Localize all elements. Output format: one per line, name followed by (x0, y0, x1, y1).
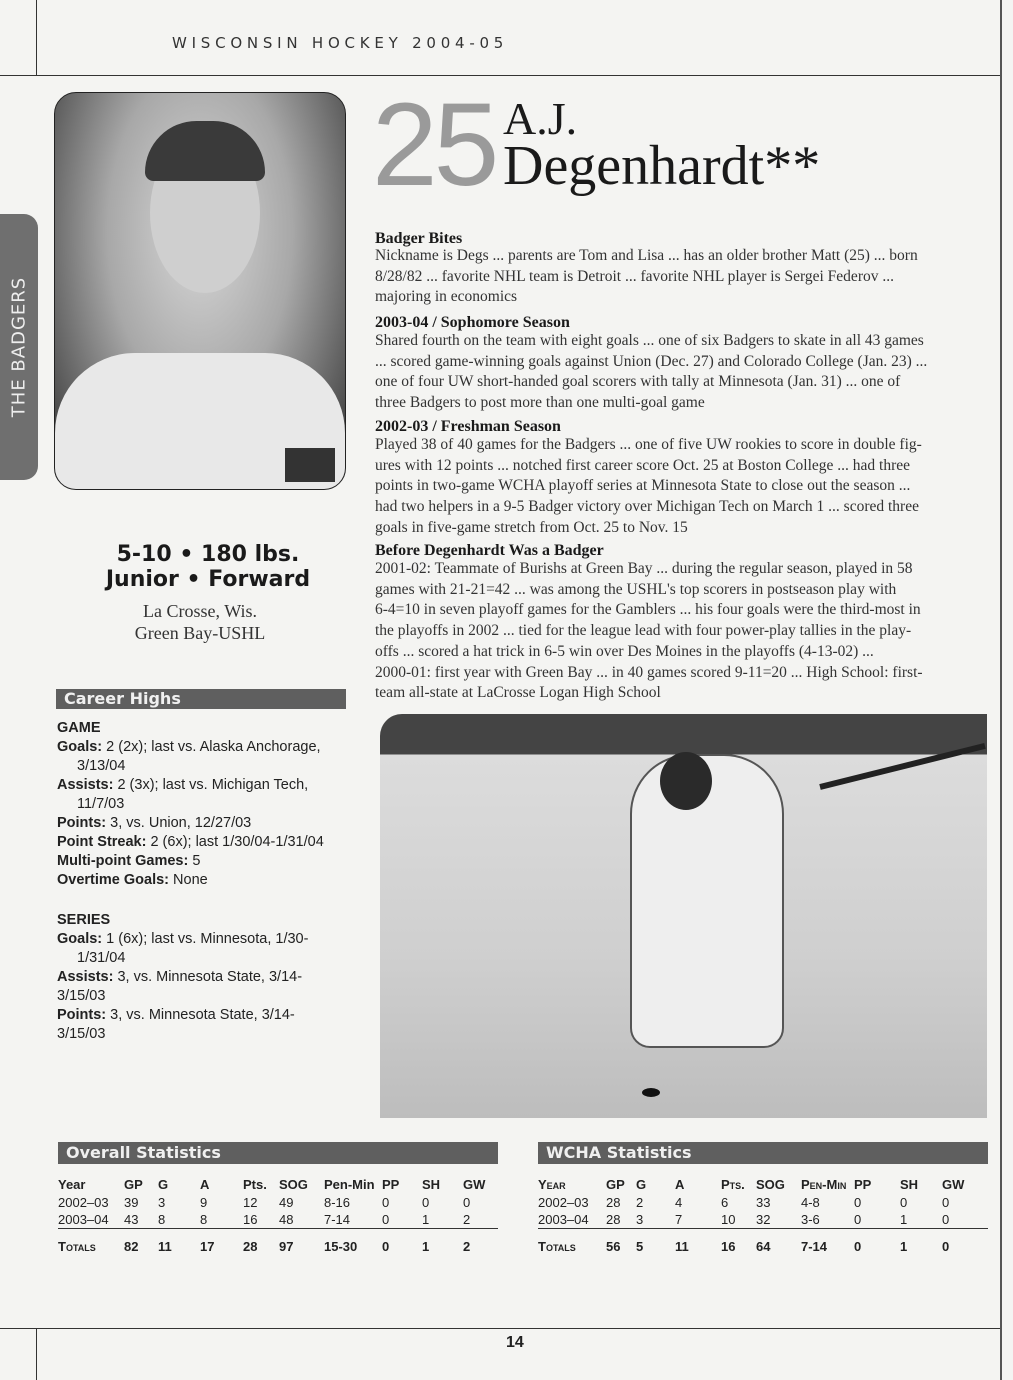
left-margin-rule (36, 0, 37, 75)
action-photo (380, 714, 987, 1118)
freshman-heading: 2002-03 / Freshman Season (375, 418, 561, 435)
previous-team: Green Bay-USHL (134, 623, 266, 643)
series-goals: Goals: 1 (6x); last vs. Minnesota, 1/30- (57, 931, 309, 947)
overall-stats-table (58, 1174, 498, 1257)
before-badger-body: 2001-02: Teammate of Burishs at Green Bay ... during the regular season, played in 58 games with 21-21=42 ... was among the USHL's top scorers in postseason play with 6-4=10 in seven playoff games for the Gamblers ... his four goals were the third-most in the playoffs in 2002 ... tied for the league lead with four power-play tallies in the play- offs ... scored a hat trick in 6-5 win over Des Moines in the playoffs (4-13-02) ... 2000-01: first year with Green Bay ... in 40 games scored 9-11=20 ... High School: first- team all-state at LaCrosse Logan High School (375, 560, 923, 702)
game-goals-cont: 3/13/04 (77, 758, 126, 774)
height-weight: 5-10 • 180 lbs. (116, 542, 300, 567)
career-highs-series (57, 911, 327, 1044)
series-assists: Assists: 3, vs. Minnesota State, 3/14-3/15/03 (57, 969, 303, 1004)
footer-rule (0, 1328, 1000, 1329)
right-edge-rule (1000, 0, 1002, 1380)
game-goals: Goals: 2 (2x); last vs. Alaska Anchorage, (57, 739, 321, 755)
page-number: 14 (506, 1334, 524, 1351)
series-points: Points: 3, vs. Minnesota State, 3/14-3/15/03 (57, 1007, 295, 1042)
side-tab-label: THE BADGERS (8, 276, 30, 418)
badger-bites-body: Nickname is Degs ... parents are Tom and Lisa ... has an older brother Matt (25) ... born 8/28/82 ... favorite NHL team is Detroit ... favorite NHL player is Sergei Federov ... majoring in economics (375, 247, 918, 306)
puck-shape (642, 1088, 660, 1097)
game-heading: GAME (57, 720, 101, 736)
career-highs-game (57, 719, 327, 890)
freshman-body: Played 38 of 40 games for the Badgers ... one of five UW rookies to score in double fig- ures with 12 points ... notched first career score Oct. 25 at Boston College ... had three points in two-game WCHA playoff series at Minnesota State to close out the season ... had two helpers in a 9-5 Badger victory over Michigan Tech on March 1 ... scored three goals in five-game stretch from Oct. 25 to Nov. 15 (375, 436, 922, 536)
player-last-name: Degenhardt** (503, 135, 821, 197)
table-row: 2002–03 39 3 9 12 49 8-16 0 0 0 (58, 1195, 471, 1210)
badger-bites-heading: Badger Bites (375, 230, 463, 247)
series-goals-cont: 1/31/04 (77, 950, 126, 966)
game-assists-cont: 11/7/03 (77, 796, 125, 812)
game-assists: Assists: 2 (3x); last vs. Michigan Tech, (57, 777, 309, 793)
table-header-row: Year GP G A Pts. SOG Pen-Min PP SH GW (58, 1176, 486, 1192)
helmet-shape (660, 752, 712, 810)
before-badger-heading: Before Degenhardt Was a Badger (375, 542, 604, 559)
game-point-streak: Point Streak: 2 (6x); last 1/30/04-1/31/04 (57, 834, 324, 850)
class-position: Junior • Forward (105, 567, 311, 592)
player-headshot-photo (54, 92, 346, 490)
game-points: Points: 3, vs. Union, 12/27/03 (57, 815, 252, 831)
w-logo-icon (285, 448, 335, 482)
wcha-stats-header: WCHA Statistics (538, 1142, 988, 1164)
game-multipoint: Multi-point Games: 5 (57, 853, 201, 869)
hair-shape (145, 121, 265, 181)
wcha-stats-table (538, 1174, 988, 1257)
header-rule (0, 75, 1000, 76)
sophomore-heading: 2003-04 / Sophomore Season (375, 314, 570, 331)
table-header-row: Year GP G A Pts. SOG Pen-Min PP SH GW (538, 1176, 965, 1192)
totals-row: Totals 56 5 11 16 64 7-14 0 1 0 (538, 1238, 950, 1254)
player-first-name: A.J. (503, 93, 578, 144)
series-heading: SERIES (57, 912, 111, 928)
hockey-stick-shape (819, 743, 985, 790)
career-highs-header: Career Highs (56, 689, 346, 709)
table-row: 2003–04 28 3 7 10 32 3-6 0 1 0 (538, 1211, 988, 1229)
jersey-number: 25 (372, 79, 496, 211)
sophomore-body: Shared fourth on the team with eight goals ... one of six Badgers to skate in all 43 games ... scored game-winning goals against Union (Dec. 27) and Colorado College (Jan. 23) ... one of four UW short-handed goal scorers with tally at Minnesota (Jan. 31) ... one of three Badgers to post more than one multi-goal game (375, 332, 928, 412)
running-title: W I S C O N S I N H O C K E Y 2 0 0 4 - 0 5 (172, 34, 504, 52)
game-overtime-goals: Overtime Goals: None (57, 872, 208, 888)
table-row: 2003–04 43 8 8 16 48 7-14 0 1 2 (58, 1211, 498, 1229)
side-section-tab (0, 214, 38, 480)
totals-row: Totals 82 11 17 28 97 15-30 0 1 2 (58, 1238, 471, 1254)
overall-stats-header: Overall Statistics (58, 1142, 498, 1164)
footer-left-rule (36, 1328, 37, 1380)
hometown: La Crosse, Wis. (143, 601, 257, 621)
table-row: 2002–03 28 2 4 6 33 4-8 0 0 0 (538, 1195, 950, 1210)
